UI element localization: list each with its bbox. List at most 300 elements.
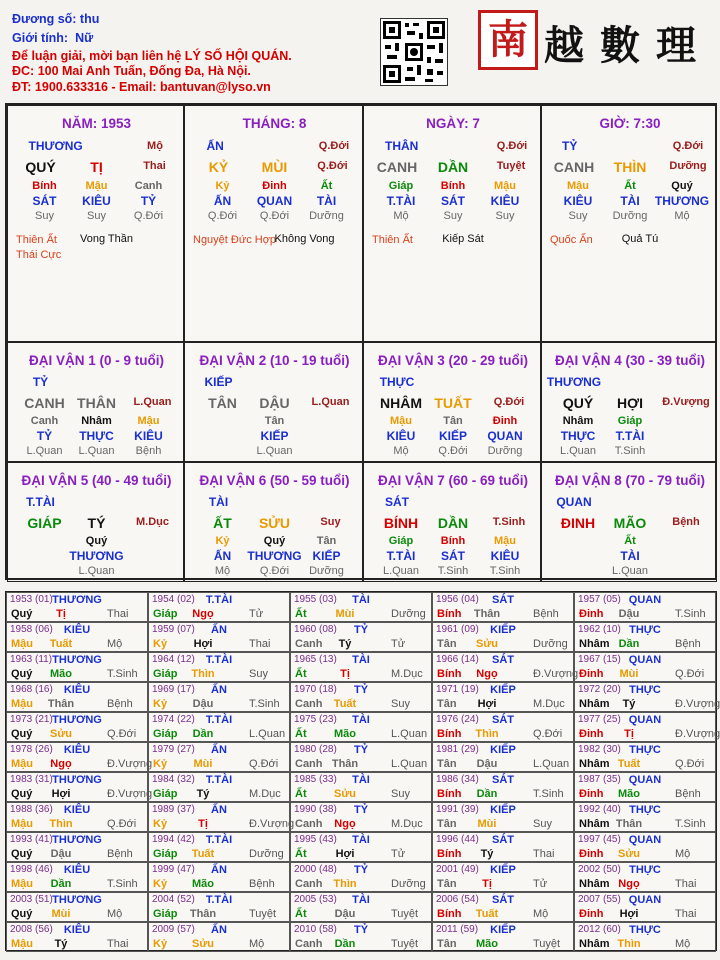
logo-char: 理 xyxy=(656,22,696,69)
year-label: 1983 (31) xyxy=(10,774,53,785)
year-branch: Tuất xyxy=(617,758,641,770)
year-phase: L.Quan xyxy=(391,728,428,740)
year-stem: Quý xyxy=(11,788,33,800)
year-phase: T.Sinh xyxy=(675,818,706,830)
year-stem: Ất xyxy=(295,668,307,680)
year-branch: Dần xyxy=(50,878,72,890)
year-stem: Đinh xyxy=(579,908,604,920)
year-branch: Ngọ xyxy=(476,668,498,680)
pillar-spirits-2: Kiếp Sát xyxy=(442,233,484,245)
hidden-phase: Dưỡng xyxy=(612,210,648,222)
luck-branch: HỢI xyxy=(617,395,643,411)
year-branch: Mão xyxy=(50,668,72,680)
annual-luck-table xyxy=(5,591,720,951)
year-label: 1999 (47) xyxy=(152,864,195,875)
year-label: 2010 (58) xyxy=(294,924,337,935)
year-cell xyxy=(290,832,432,862)
year-branch: Tuất xyxy=(49,638,73,650)
pillar-branch: TỊ xyxy=(90,159,103,175)
year-branch: Thân xyxy=(331,758,359,770)
luck-hidden-god: T.TÀI xyxy=(386,549,416,563)
hidden-god: THƯƠNG xyxy=(654,194,710,208)
year-stem: Tân xyxy=(437,758,457,770)
qr-code[interactable] xyxy=(380,18,448,86)
pillar-stem: KỶ xyxy=(208,159,229,175)
year-branch: Thìn xyxy=(333,878,357,890)
hidden-phase: Q.Đới xyxy=(207,210,238,222)
year-label: 1997 (45) xyxy=(578,834,621,845)
year-label: 1976 (24) xyxy=(436,714,479,725)
year-label: 1995 (43) xyxy=(294,834,337,845)
luck-hidden-phase: Q.Đới xyxy=(259,565,290,577)
luck-hidden-phase: L.Quan xyxy=(559,445,597,457)
hidden-stem: Đinh xyxy=(262,180,287,192)
luck-star: QUAN xyxy=(556,495,592,509)
year-branch: Dần xyxy=(476,788,498,800)
header xyxy=(0,0,720,100)
year-phase: Tuyệt xyxy=(391,908,419,920)
hidden-stem: Ất xyxy=(624,180,636,192)
year-cell xyxy=(6,742,153,772)
gender-value: Nữ xyxy=(75,31,94,45)
luck-phase: L.Quan xyxy=(311,396,350,408)
year-stem: Tân xyxy=(437,878,457,890)
year-cell xyxy=(290,682,432,712)
luck-cycle-cell xyxy=(541,462,717,582)
year-star: KIẾP xyxy=(490,804,516,816)
year-label: 1969 (17) xyxy=(152,684,195,695)
year-phase: Đ.Vượng xyxy=(675,728,720,740)
year-stem: Canh xyxy=(295,878,323,890)
pillar-phase: Dưỡng xyxy=(669,160,707,172)
year-label: 1954 (02) xyxy=(152,594,195,605)
year-star: TÀI xyxy=(352,654,370,666)
hidden-stem: Bính xyxy=(32,180,57,192)
year-phase: Q.Đới xyxy=(675,758,705,770)
year-branch: Dậu xyxy=(618,608,640,620)
luck-hidden-god: T.TÀI xyxy=(615,429,645,443)
year-cell xyxy=(432,892,574,922)
hidden-stem: Ất xyxy=(320,180,333,192)
luck-hidden-stem: Bính xyxy=(440,535,466,547)
year-star: KIÊU xyxy=(63,804,91,816)
year-branch: Tý xyxy=(480,848,494,860)
luck-hidden-phase: Mộ xyxy=(214,565,231,577)
year-stem: Quý xyxy=(11,668,33,680)
year-label: 1962 (10) xyxy=(578,624,621,635)
luck-title: ĐẠI VẬN 8 (70 - 79 tuổi) xyxy=(554,473,706,488)
year-phase: Bệnh xyxy=(533,608,559,620)
logo-stamp: 南 xyxy=(478,10,538,70)
luck-phase: M.Dục xyxy=(136,516,169,528)
hidden-god: KIÊU xyxy=(82,194,111,208)
luck-hidden-stem: Mậu xyxy=(494,535,516,547)
luck-cycle-cell xyxy=(184,462,363,582)
year-stem: Ất xyxy=(295,728,307,740)
luck-phase: L.Quan xyxy=(133,396,172,408)
luck-title: ĐẠI VẬN 3 (20 - 29 tuổi) xyxy=(377,353,529,368)
year-stem: Bính xyxy=(437,908,462,920)
year-phase: Q.Đới xyxy=(675,668,705,680)
pillar-star: THÂN xyxy=(385,139,419,153)
year-cell xyxy=(432,622,574,652)
year-label: 1959 (07) xyxy=(152,624,195,635)
luck-hidden-phase: L.Quan xyxy=(78,565,115,577)
year-cell xyxy=(6,682,148,712)
year-phase: T.Sinh xyxy=(107,878,138,890)
year-cell xyxy=(148,772,290,802)
year-phase: Đ.Vượng xyxy=(107,788,153,800)
hidden-god: T.TÀI xyxy=(386,194,416,208)
hidden-god: TÀI xyxy=(620,194,640,208)
year-phase: Dưỡng xyxy=(391,878,426,890)
luck-star: THƯƠNG xyxy=(546,375,602,389)
year-phase: Tuyệt xyxy=(533,938,561,950)
pillar-stem-god: Q.Đới xyxy=(672,140,704,152)
year-phase: L.Quan xyxy=(249,728,286,740)
pillar-spirits: Nguyệt Đức Hợp xyxy=(193,234,277,246)
year-stem: Giáp xyxy=(153,788,178,800)
hidden-stem: Quý xyxy=(671,180,693,192)
luck-star: SÁT xyxy=(385,495,409,509)
year-phase: L.Quan xyxy=(533,758,570,770)
year-stem: Mậu xyxy=(11,698,33,710)
luck-cycle-cell xyxy=(363,462,541,582)
year-branch: Tuất xyxy=(191,848,215,860)
luck-hidden-stem: Canh xyxy=(30,415,59,427)
year-cell xyxy=(574,712,720,742)
luck-title: ĐẠI VẬN 2 (10 - 19 tuổi) xyxy=(199,353,350,368)
year-phase: Suy xyxy=(249,668,268,680)
luck-hidden-god: KIẾP xyxy=(312,549,341,563)
year-star: ẤN xyxy=(211,624,227,636)
luck-hidden-stem: Quý xyxy=(263,535,286,547)
year-stem: Ất xyxy=(295,788,307,800)
year-phase: Thai xyxy=(107,938,129,950)
year-label: 1953 (01) xyxy=(10,594,53,605)
year-phase: Đ.Vượng xyxy=(533,668,579,680)
year-branch: Sửu xyxy=(191,938,215,950)
year-label: 1994 (42) xyxy=(152,834,195,845)
year-branch: Tý xyxy=(622,698,636,710)
year-phase: Suy xyxy=(533,818,552,830)
luck-hidden-phase: T.Sinh xyxy=(489,565,521,577)
year-cell xyxy=(574,922,716,952)
year-stem: Canh xyxy=(295,818,323,830)
year-star: T.TÀI xyxy=(205,774,233,786)
year-stem: Đinh xyxy=(579,788,604,800)
luck-hidden-god: QUAN xyxy=(487,429,523,443)
luck-hidden-phase: Mộ xyxy=(393,445,409,457)
pillar-stem: QUÝ xyxy=(25,159,56,175)
luck-cycle-cell xyxy=(7,342,184,462)
year-phase: Suy xyxy=(391,788,410,800)
year-branch: Thìn xyxy=(49,818,73,830)
year-branch: Tị xyxy=(56,608,66,620)
year-label: 1963 (11) xyxy=(10,654,53,665)
year-branch: Dần xyxy=(618,638,640,650)
year-stem: Bính xyxy=(437,668,462,680)
year-branch: Thìn xyxy=(475,728,499,740)
year-star: THỰC xyxy=(629,624,661,636)
year-stem: Giáp xyxy=(153,668,178,680)
year-star: TỶ xyxy=(353,804,369,816)
year-star: T.TÀI xyxy=(205,654,233,666)
bazi-chart xyxy=(5,103,717,580)
gender-label: Giới tính: xyxy=(12,31,69,45)
year-branch: Ngọ xyxy=(618,878,640,890)
luck-hidden-phase: T.Sinh xyxy=(614,445,646,457)
year-star: QUAN xyxy=(628,774,662,786)
year-label: 1996 (44) xyxy=(436,834,479,845)
luck-hidden-god: KIÊU xyxy=(386,429,416,443)
year-label: 1979 (27) xyxy=(152,744,195,755)
year-label: 1965 (13) xyxy=(294,654,337,665)
year-phase: Q.Đới xyxy=(249,758,279,770)
luck-hidden-phase: L.Quan xyxy=(611,565,649,577)
year-phase: Đ.Vượng xyxy=(107,758,153,770)
year-phase: Mộ xyxy=(249,938,265,950)
year-star: SÁT xyxy=(492,774,514,786)
year-branch: Thân xyxy=(189,908,217,920)
year-star: KIẾP xyxy=(490,864,516,876)
luck-hidden-stem: Tân xyxy=(264,415,285,427)
year-cell xyxy=(432,592,574,622)
luck-stem: GIÁP xyxy=(27,515,62,531)
year-label: 1989 (37) xyxy=(152,804,195,815)
year-star: KIẾP xyxy=(490,924,516,936)
luck-cycle-cell xyxy=(7,462,184,582)
year-star: QUAN xyxy=(628,834,662,846)
year-star: THỰC xyxy=(629,924,661,936)
year-cell xyxy=(6,862,148,892)
year-star: TỶ xyxy=(353,864,369,876)
year-cell xyxy=(432,652,579,682)
year-star: THƯƠNG xyxy=(52,714,102,726)
luck-hidden-stem: Mậu xyxy=(137,415,160,427)
year-star: THỰC xyxy=(629,684,661,696)
pillar-star: ẤN xyxy=(206,139,224,153)
year-label: 2003 (51) xyxy=(10,894,53,905)
luck-hidden-stem: Tân xyxy=(443,415,463,427)
year-stem: Kỷ xyxy=(153,938,168,950)
year-cell xyxy=(574,772,716,802)
year-stem: Tân xyxy=(437,698,457,710)
luck-hidden-god: KIÊU xyxy=(490,549,520,563)
year-branch: Dần xyxy=(192,728,214,740)
contact-phone-email: ĐT: 1900.633316 - Email: bantuvan@lyso.vn xyxy=(12,80,271,94)
year-star: SÁT xyxy=(492,894,514,906)
pillar-spirits-2: Quả Tú xyxy=(621,233,659,245)
year-star: TỶ xyxy=(353,684,369,696)
year-label: 1973 (21) xyxy=(10,714,53,725)
year-phase: Bệnh xyxy=(675,788,701,800)
luck-cycle-cell xyxy=(363,342,541,462)
pillar-stem-god: Q.Đới xyxy=(318,140,350,152)
pillar-spirits: Quốc Ấn xyxy=(550,234,593,246)
luck-hidden-god: TỶ xyxy=(36,429,53,443)
year-stem: Canh xyxy=(295,698,323,710)
contact-intro: Để luận giải, mời bạn liên hệ LÝ SỐ HỘI QUÁN. xyxy=(12,49,292,63)
gender-row xyxy=(12,31,93,46)
year-label: 1955 (03) xyxy=(294,594,337,605)
year-stem: Đinh xyxy=(579,848,604,860)
luck-branch: DẦN xyxy=(437,515,469,531)
year-label: 2006 (54) xyxy=(436,894,479,905)
year-stem: Kỷ xyxy=(153,878,168,890)
luck-hidden-god: KIÊU xyxy=(134,429,163,443)
year-star: TỶ xyxy=(353,924,369,936)
year-cell xyxy=(148,682,290,712)
hidden-phase: Mộ xyxy=(393,210,409,222)
year-cell xyxy=(432,712,574,742)
year-cell xyxy=(432,742,574,772)
hidden-phase: Q.Đới xyxy=(259,210,290,222)
year-cell xyxy=(148,832,290,862)
hidden-stem: Mậu xyxy=(494,180,516,192)
pillar-star: THƯƠNG xyxy=(28,139,83,153)
hidden-phase: Q.Đới xyxy=(133,210,164,222)
luck-star: TÀI xyxy=(208,495,229,509)
year-stem: Ất xyxy=(295,608,307,620)
year-stem: Giáp xyxy=(153,608,178,620)
year-cell xyxy=(6,622,148,652)
year-stem: Mậu xyxy=(11,938,33,950)
year-star: TÀI xyxy=(352,714,370,726)
year-branch: Mão xyxy=(334,728,356,740)
year-label: 2009 (57) xyxy=(152,924,195,935)
year-cell xyxy=(6,922,148,952)
year-phase: Mộ xyxy=(675,938,691,950)
year-label: 1981 (29) xyxy=(436,744,479,755)
year-cell xyxy=(574,862,716,892)
year-phase: Thai xyxy=(249,638,271,650)
pillar-stem-god: Mộ xyxy=(147,140,163,152)
year-stem: Nhâm xyxy=(579,878,610,890)
luck-stem: ẤT xyxy=(213,515,232,531)
year-star: SÁT xyxy=(492,654,514,666)
year-branch: Dần xyxy=(334,938,356,950)
year-star: QUAN xyxy=(628,654,662,666)
year-cell xyxy=(432,772,574,802)
year-branch: Mùi xyxy=(335,608,355,620)
pillar-cell xyxy=(7,105,184,342)
year-branch: Tý xyxy=(196,788,210,800)
luck-hidden-phase: Bệnh xyxy=(135,445,162,457)
logo xyxy=(478,10,714,72)
luck-branch: SỬU xyxy=(258,515,291,531)
year-stem: Ất xyxy=(295,848,307,860)
year-label: 1967 (15) xyxy=(578,654,621,665)
year-label: 1970 (18) xyxy=(294,684,337,695)
year-star: KIẾP xyxy=(490,744,516,756)
luck-stem: BÍNH xyxy=(383,515,419,531)
year-stem: Kỷ xyxy=(153,638,168,650)
year-stem: Đinh xyxy=(579,608,604,620)
year-label: 1972 (20) xyxy=(578,684,621,695)
year-label: 2001 (49) xyxy=(436,864,479,875)
year-stem: Mậu xyxy=(11,818,33,830)
year-label: 1971 (19) xyxy=(436,684,479,695)
luck-title: ĐẠI VẬN 5 (40 - 49 tuổi) xyxy=(21,473,172,488)
year-stem: Canh xyxy=(295,638,323,650)
year-branch: Thân xyxy=(47,698,75,710)
year-phase: Mộ xyxy=(107,908,123,920)
luck-phase: Suy xyxy=(320,516,341,528)
pillar-cell xyxy=(184,105,363,342)
pillar-title: NĂM: 1953 xyxy=(61,116,132,131)
year-stem: Bính xyxy=(437,608,462,620)
year-stem: Giáp xyxy=(153,728,178,740)
year-cell xyxy=(148,742,290,772)
year-branch: Ngọ xyxy=(334,818,356,830)
pillar-title: GIỜ: 7:30 xyxy=(599,116,661,131)
year-star: KIÊU xyxy=(63,684,91,696)
year-phase: Thai xyxy=(533,848,555,860)
year-cell xyxy=(148,802,295,832)
luck-stem: NHÂM xyxy=(380,395,422,411)
year-label: 1966 (14) xyxy=(436,654,479,665)
year-label: 1987 (35) xyxy=(578,774,621,785)
year-branch: Dậu xyxy=(50,848,72,860)
hidden-god: KIÊU xyxy=(490,194,520,208)
year-star: SÁT xyxy=(492,834,514,846)
luck-hidden-stem: Nhâm xyxy=(562,415,594,427)
year-star: THỰC xyxy=(629,864,661,876)
year-label: 1992 (40) xyxy=(578,804,621,815)
year-branch: Tị xyxy=(624,728,634,740)
year-stem: Nhâm xyxy=(579,698,610,710)
year-cell xyxy=(290,892,432,922)
year-label: 1986 (34) xyxy=(436,774,479,785)
year-star: THƯƠNG xyxy=(52,774,102,786)
pillar-phase: Q.Đới xyxy=(317,160,348,172)
pillar-spirits: Thiên Ất xyxy=(372,234,413,246)
year-label: 2007 (55) xyxy=(578,894,621,905)
luck-hidden-god: THƯƠNG xyxy=(69,549,124,563)
luck-hidden-phase: L.Quan xyxy=(78,445,115,457)
year-phase: Tuyệt xyxy=(391,938,419,950)
year-label: 2012 (60) xyxy=(578,924,621,935)
luck-stem: ĐINH xyxy=(560,515,596,531)
pillar-spirits: Thiên Ất Thái Cực xyxy=(16,234,62,261)
luck-hidden-god: TÀI xyxy=(620,549,640,563)
year-phase: T.Sinh xyxy=(107,668,138,680)
year-branch: Mùi xyxy=(477,818,497,830)
year-branch: Thân xyxy=(473,608,501,620)
hidden-phase: Suy xyxy=(87,210,106,222)
year-cell xyxy=(6,802,148,832)
luck-stem: TÂN xyxy=(208,395,237,411)
year-phase: Mộ xyxy=(533,908,549,920)
year-branch: Mùi xyxy=(619,668,639,680)
year-cell xyxy=(432,682,574,712)
hidden-stem: Kỷ xyxy=(215,180,230,192)
year-stem: Quý xyxy=(11,728,33,740)
year-label: 1990 (38) xyxy=(294,804,337,815)
year-cell xyxy=(574,652,716,682)
year-label: 1993 (41) xyxy=(10,834,53,845)
year-star: TÀI xyxy=(352,594,370,606)
year-label: 1968 (16) xyxy=(10,684,53,695)
luck-cycle-cell xyxy=(184,342,363,462)
year-stem: Bính xyxy=(437,788,462,800)
logo-char: 數 xyxy=(600,22,640,69)
year-stem: Đinh xyxy=(579,668,604,680)
year-label: 1961 (09) xyxy=(436,624,479,635)
year-stem: Quý xyxy=(11,848,33,860)
year-star: ẤN xyxy=(211,744,227,756)
